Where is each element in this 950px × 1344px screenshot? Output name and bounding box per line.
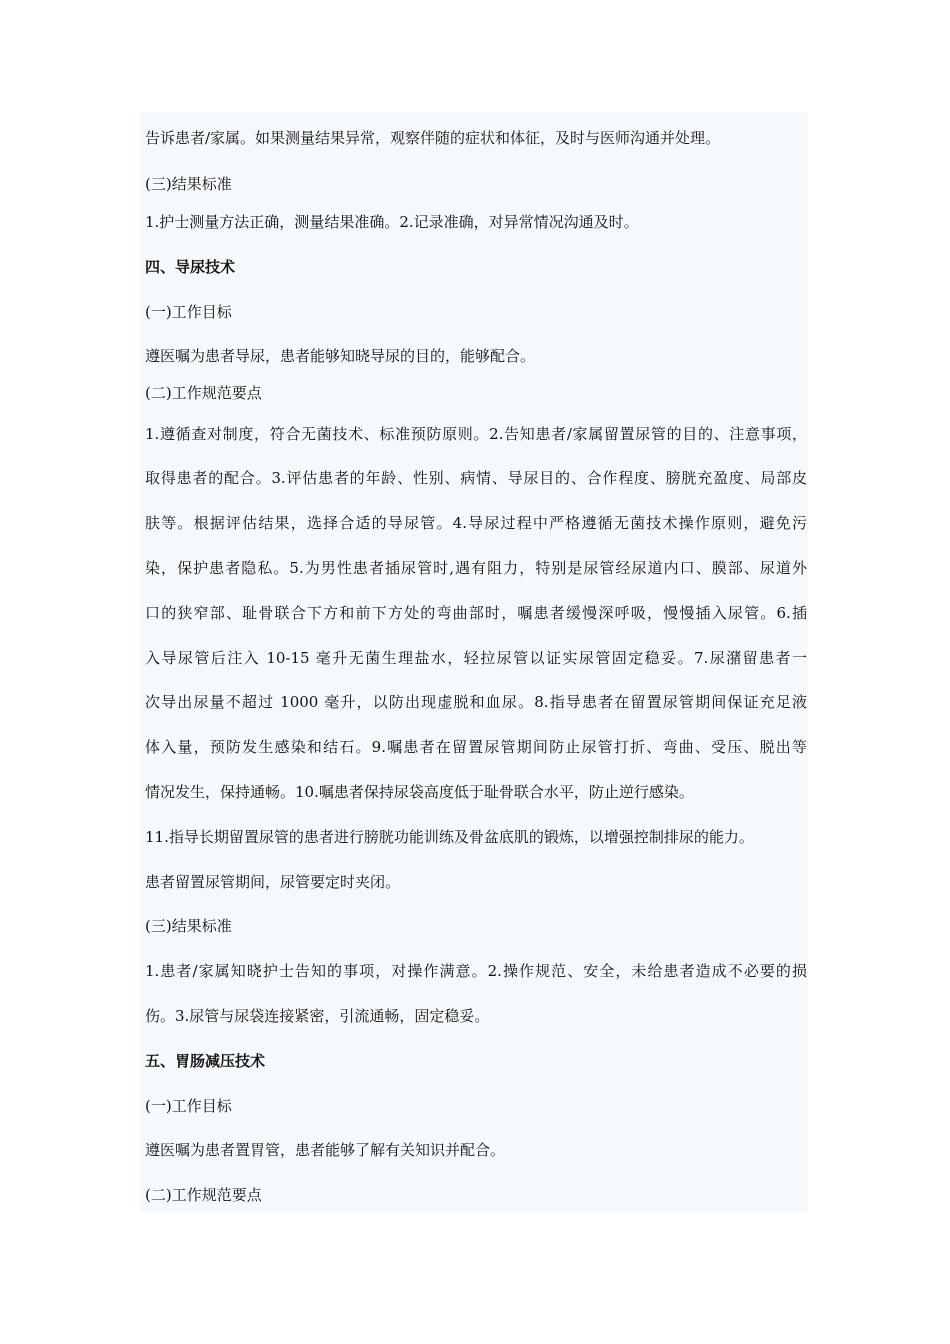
paragraph-line: 入导尿管后注入 10-15 毫升无菌生理盐水，轻拉尿管以证实尿管固定稳妥。7.尿潴留患者一	[145, 649, 807, 667]
paragraph-line: 次导出尿量不超过 1000 毫升，以防出现虚脱和血尿。8.指导患者在留置尿管期间保证充足液	[145, 693, 807, 711]
paragraph-line: 口的狭窄部、耻骨联合下方和前下方处的弯曲部时，嘱患者缓慢深呼吸，慢慢插入尿管。6.插	[145, 604, 807, 622]
paragraph-line: 体入量，预防发生感染和结石。9.嘱患者在留置尿管期间防止尿管打折、弯曲、受压、脱出等	[145, 738, 807, 756]
subsection-heading: (三)结果标准	[145, 175, 232, 193]
paragraph-line: 11.指导长期留置尿管的患者进行膀胱功能训练及骨盆底肌的锻炼，以增强控制排尿的能力。	[145, 828, 754, 846]
subsection-heading: (二)工作规范要点	[145, 1186, 262, 1204]
paragraph-line: 1.患者/家属知晓护士告知的事项，对操作满意。2.操作规范、安全，未给患者造成不必要的损	[145, 962, 807, 980]
subsection-heading: (三)结果标准	[145, 917, 232, 935]
paragraph-line: 肤等。根据评估结果，选择合适的导尿管。4.导尿过程中严格遵循无菌技术操作原则，避免污	[145, 514, 807, 532]
paragraph-line: 患者留置尿管期间，尿管要定时夹闭。	[145, 873, 401, 891]
paragraph-line: 取得患者的配合。3.评估患者的年龄、性别、病情、导尿目的、合作程度、膀胱充盈度、局部皮	[145, 469, 807, 487]
paragraph-line: 遵医嘱为患者导尿，患者能够知晓导尿的目的，能够配合。	[145, 347, 536, 365]
paragraph-line: 告诉患者/家属。如果测量结果异常，观察伴随的症状和体征，及时与医师沟通并处理。	[145, 129, 721, 147]
subsection-heading: (一)工作目标	[145, 1097, 232, 1115]
paragraph-line: 遵医嘱为患者置胃管，患者能够了解有关知识并配合。	[145, 1141, 506, 1159]
paragraph-line: 1.护士测量方法正确，测量结果准确。2.记录准确，对异常情况沟通及时。	[145, 213, 639, 231]
paragraph-line: 伤。3.尿管与尿袋连接紧密，引流通畅，固定稳妥。	[145, 1007, 490, 1025]
subsection-heading: (二)工作规范要点	[145, 384, 262, 402]
section-heading: 五、胃肠减压技术	[145, 1052, 266, 1070]
paragraph-line: 情况发生，保持通畅。10.嘱患者保持尿袋高度低于耻骨联合水平，防止逆行感染。	[145, 783, 694, 801]
paragraph-line: 染，保护患者隐私。5.为男性患者插尿管时,遇有阻力，特别是尿管经尿道内口、膜部、尿道外	[145, 559, 807, 577]
section-heading: 四、导尿技术	[145, 258, 236, 276]
subsection-heading: (一)工作目标	[145, 303, 232, 321]
paragraph-line: 1.遵循查对制度，符合无菌技术、标准预防原则。2.告知患者/家属留置尿管的目的、注意事项，	[145, 425, 807, 443]
